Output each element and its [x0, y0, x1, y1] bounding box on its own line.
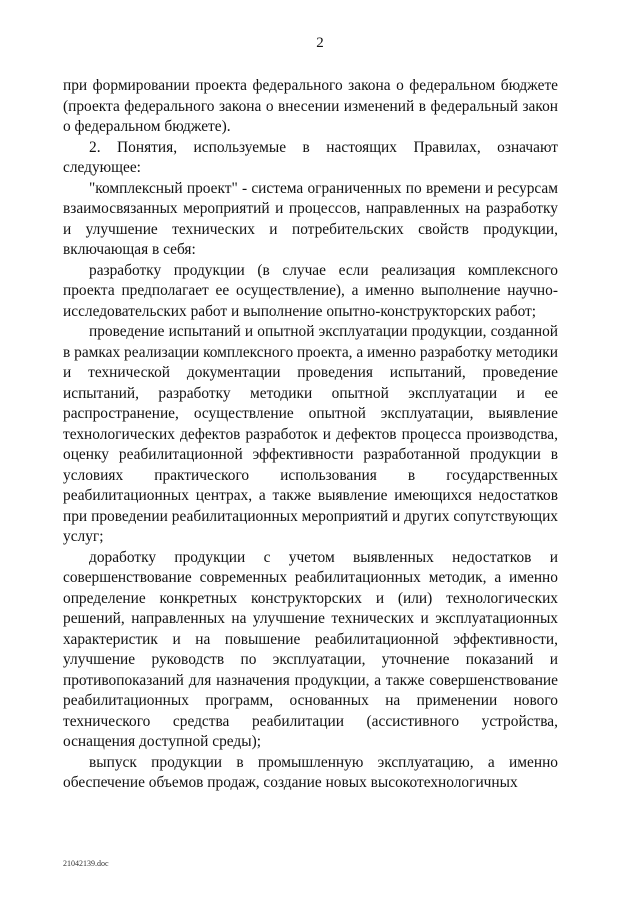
- paragraph-product-development: разработку продукции (в случае если реализация комплексного проекта предполагает ее осуществление), а именно выполнение научно-исследовательских работ и выполнение опытно-конструкторских работ;: [63, 261, 558, 320]
- paragraph-product-improvement: доработку продукции с учетом выявленных недостатков и совершенствование современных реабилитационных методик, а именно определение конкретных конструкторских и (или) технологических решений, направленных на улучшение технических и эксплуатационных характеристик и на повышение реабилитационной эффективности, улучшение руководств по эксплуатации, уточнение показаний и противопоказаний для назначения продукции, а также совершенствование реабилитационных программ, основанных на применении нового технического средства реабилитации (ассистивного устройства, оснащения доступной среды);: [63, 548, 558, 750]
- page-number: 2: [316, 35, 324, 51]
- paragraph-testing-and-operation: проведение испытаний и опытной эксплуатации продукции, созданной в рамках реализации комплексного проекта, а именно разработку методики и технической документации проведения испытаний, проведение испытаний, разработку методики опытной эксплуатации и ее распространение, осуществление опытной эксплуатации, выявление технологических дефектов разработок и дефектов процесса производства, оценку реабилитационной эффективности разработанной продукции в условиях практического использования в государственных реабилитационных центрах, а также выявление имеющихся недостатков при проведении реабилитационных мероприятий и других сопутствующих услуг;: [63, 323, 558, 545]
- footer-file-name: 21042139.doc: [63, 859, 109, 868]
- paragraph-continuation: при формировании проекта федерального закона о федеральном бюджете (проекта федерального закона о внесении изменений в федеральный закон о федеральном бюджете).: [63, 77, 558, 135]
- paragraph-complex-project-definition: "комплексный проект" - система ограниченных по времени и ресурсам взаимосвязанных мероприятий и процессов, направленных на разработку и улучшение технических и потребительских свойств продукции, включающая в себя:: [63, 179, 558, 258]
- paragraph-definitions-intro: 2. Понятия, используемые в настоящих Правилах, означают следующее:: [63, 138, 558, 176]
- document-body: [63, 76, 558, 794]
- paragraph-production-release: выпуск продукции в промышленную эксплуатацию, а именно обеспечение объемов продаж, создание новых высокотехнологичных: [63, 753, 558, 791]
